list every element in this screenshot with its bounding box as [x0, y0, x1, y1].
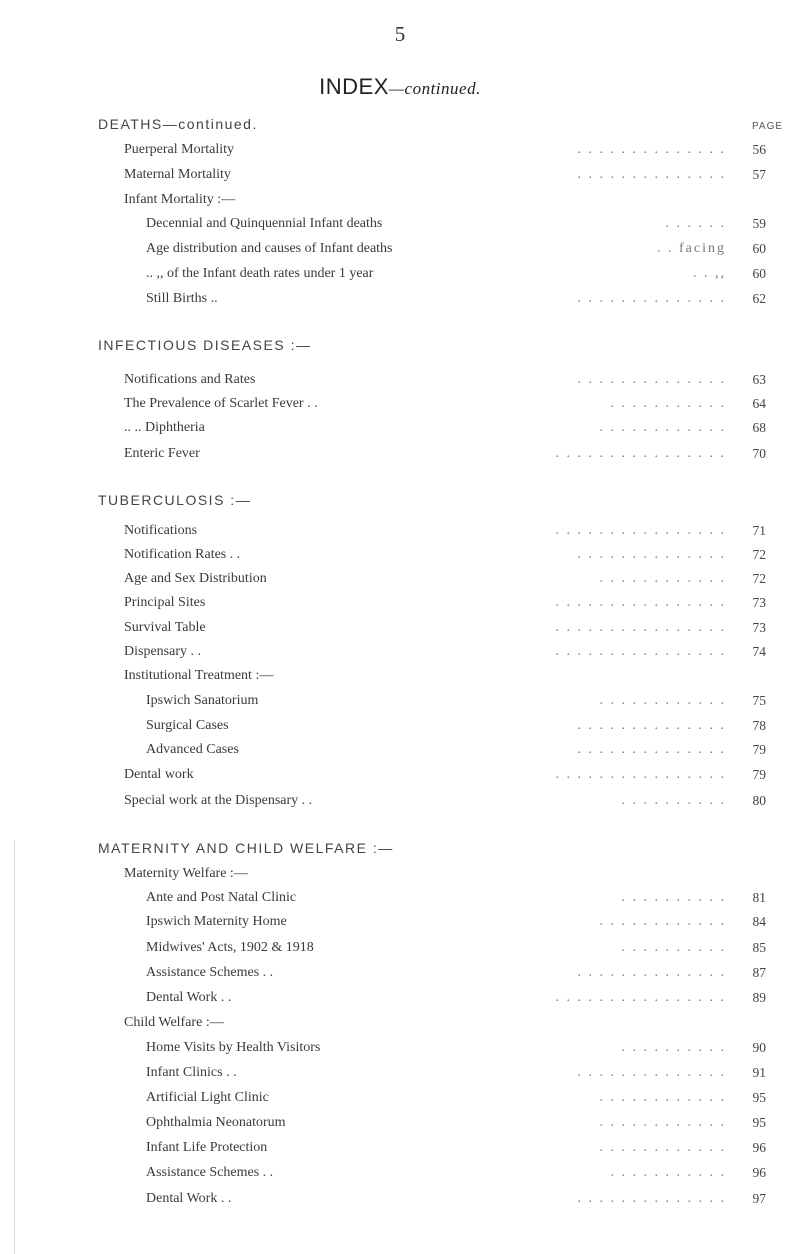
- entry-label: Age distribution and causes of Infant deaths: [146, 241, 393, 256]
- index-section-heading: [0, 492, 800, 516]
- entry-page-number: 89: [752, 990, 766, 1005]
- index-entry: [0, 396, 800, 420]
- entry-label: Midwives' Acts, 1902 & 1918: [146, 940, 314, 955]
- index-entry: [0, 990, 800, 1014]
- index-entry: [0, 668, 800, 692]
- index-entry: [0, 167, 800, 191]
- leader-dots: . . . . . . . . . . . . . . . .: [555, 523, 726, 538]
- entry-label: Surgical Cases: [146, 718, 229, 733]
- entry-page-number: 75: [752, 693, 766, 708]
- entry-page-number: 64: [752, 396, 766, 411]
- section-heading-text: MATERNITY AND CHILD WELFARE :—: [98, 840, 394, 856]
- index-entry: [0, 1115, 800, 1139]
- page-column-label: PAGE: [752, 121, 784, 132]
- index-entry: [0, 793, 800, 817]
- leader-dots: . . . . . . . . . .: [621, 1040, 726, 1055]
- index-entry: [0, 266, 800, 290]
- entry-label: Notification Rates . .: [124, 547, 241, 562]
- index-entry: [0, 965, 800, 989]
- entry-page-number: 56: [752, 142, 766, 157]
- entry-label: Principal Sites: [124, 595, 206, 610]
- entry-page-number: 73: [752, 595, 766, 610]
- entry-page-number: 80: [752, 793, 766, 808]
- index-entry: [0, 1090, 800, 1114]
- entry-label: Still Births ..: [146, 291, 218, 306]
- entry-page-number: 71: [752, 523, 766, 538]
- index-entry: [0, 767, 800, 791]
- entry-label: The Prevalence of Scarlet Fever . .: [124, 396, 318, 411]
- entry-page-number: 59: [752, 216, 766, 231]
- index-entry: [0, 192, 800, 216]
- leader-dots: . . ,,: [693, 266, 726, 281]
- entry-label: Infant Clinics . .: [146, 1065, 237, 1080]
- index-entry: [0, 241, 800, 265]
- entry-label: Assistance Schemes . .: [146, 965, 274, 980]
- entry-page-number: 60: [752, 241, 766, 256]
- index-entry: [0, 420, 800, 444]
- entry-label: Infant Mortality :—: [124, 192, 236, 207]
- entry-label: .. ,, of the Infant death rates under 1 year: [146, 266, 374, 281]
- leader-dots: . . . . . . . . . . . . . .: [577, 291, 726, 306]
- index-entry: [0, 1040, 800, 1064]
- index-entry: [0, 866, 800, 890]
- entry-label: .. .. Diphtheria: [124, 420, 205, 435]
- entry-label: Decennial and Quinquennial Infant deaths: [146, 216, 383, 231]
- entry-page-number: 74: [752, 644, 766, 659]
- index-entry: [0, 446, 800, 470]
- entry-page-number: 79: [752, 742, 766, 757]
- entry-label: Special work at the Dispensary . .: [124, 793, 313, 808]
- entry-page-number: 68: [752, 420, 766, 435]
- leader-dots: . . . . . . . . . . . . . . . .: [555, 767, 726, 782]
- leader-dots: . . . . . . . . . . . . . .: [577, 1065, 726, 1080]
- leader-dots: . . . . . . . . . . . . . .: [577, 742, 726, 757]
- index-entry: [0, 216, 800, 240]
- index-entry: [0, 1191, 800, 1215]
- leader-dots: . . facing: [657, 241, 726, 256]
- entry-page-number: 96: [752, 1165, 766, 1180]
- leader-dots: . . . . . .: [665, 216, 726, 231]
- index-entry: [0, 1165, 800, 1189]
- entry-page-number: 62: [752, 291, 766, 306]
- leader-dots: . . . . . . . . . . . .: [599, 693, 726, 708]
- entry-label: Enteric Fever: [124, 446, 200, 461]
- entry-label: Advanced Cases: [146, 742, 239, 757]
- entry-label: Dental Work . .: [146, 1191, 232, 1206]
- entry-label: Dental work: [124, 767, 194, 782]
- index-entry: [0, 718, 800, 742]
- entry-label: Assistance Schemes . .: [146, 1165, 274, 1180]
- leader-dots: . . . . . . . . . . . .: [599, 571, 726, 586]
- leader-dots: . . . . . . . . . . . . . . . .: [555, 644, 726, 659]
- index-entry: [0, 372, 800, 396]
- leader-dots: . . . . . . . . . . . .: [599, 914, 726, 929]
- entry-page-number: 81: [752, 890, 766, 905]
- leader-dots: . . . . . . . . . .: [621, 890, 726, 905]
- leader-dots: . . . . . . . . . . . . . .: [577, 1191, 726, 1206]
- index-section-heading: [0, 840, 800, 864]
- index-entry: [0, 595, 800, 619]
- index-entry: [0, 142, 800, 166]
- entry-label: Dispensary . .: [124, 644, 201, 659]
- index-title-continued: —continued.: [388, 79, 481, 98]
- entry-label: Dental Work . .: [146, 990, 232, 1005]
- entry-page-number: 60: [752, 266, 766, 281]
- entry-label: Institutional Treatment :—: [124, 668, 274, 683]
- index-title: [0, 74, 800, 100]
- entry-label: Notifications and Rates: [124, 372, 256, 387]
- section-heading-text: INFECTIOUS DISEASES :—: [98, 337, 312, 353]
- leader-dots: . . . . . . . . . . . . . . . .: [555, 620, 726, 635]
- entry-page-number: 70: [752, 446, 766, 461]
- leader-dots: . . . . . . . . . . . . . .: [577, 372, 726, 387]
- leader-dots: . . . . . . . . . . . .: [599, 420, 726, 435]
- entry-label: Ipswich Sanatorium: [146, 693, 259, 708]
- page-edge-shadow: [14, 840, 15, 1254]
- leader-dots: . . . . . . . . . . .: [610, 396, 726, 411]
- index-entry: [0, 571, 800, 595]
- index-section-heading: [0, 337, 800, 361]
- entry-label: Ophthalmia Neonatorum: [146, 1115, 286, 1130]
- leader-dots: . . . . . . . . . .: [621, 793, 726, 808]
- entry-label: Maternal Mortality: [124, 167, 231, 182]
- index-entry: [0, 1015, 800, 1039]
- entry-page-number: 72: [752, 571, 766, 586]
- entry-label: Maternity Welfare :—: [124, 866, 248, 881]
- index-entry: [0, 890, 800, 914]
- leader-dots: . . . . . . . . . . . .: [599, 1115, 726, 1130]
- leader-dots: . . . . . . . . . . . . . . . .: [555, 990, 726, 1005]
- section-heading-text: TUBERCULOSIS :—: [98, 492, 252, 508]
- entry-label: Puerperal Mortality: [124, 142, 235, 157]
- index-entry: [0, 620, 800, 644]
- index-entry: [0, 1065, 800, 1089]
- section-heading-text: DEATHS—continued.: [98, 116, 258, 132]
- entry-label: Artificial Light Clinic: [146, 1090, 269, 1105]
- leader-dots: . . . . . . . . . . . . . .: [577, 547, 726, 562]
- entry-label: Ipswich Maternity Home: [146, 914, 287, 929]
- entry-page-number: 79: [752, 767, 766, 782]
- leader-dots: . . . . . . . . . . . .: [599, 1090, 726, 1105]
- leader-dots: . . . . . . . . . . . . . . . .: [555, 595, 726, 610]
- index-section-heading: [0, 116, 800, 140]
- entry-page-number: 84: [752, 914, 766, 929]
- entry-page-number: 73: [752, 620, 766, 635]
- entry-label: Home Visits by Health Visitors: [146, 1040, 321, 1055]
- entry-label: Notifications: [124, 523, 198, 538]
- entry-page-number: 87: [752, 965, 766, 980]
- leader-dots: . . . . . . . . . . . . . .: [577, 167, 726, 182]
- index-entry: [0, 940, 800, 964]
- leader-dots: . . . . . . . . . . . . . .: [577, 965, 726, 980]
- entry-label: Infant Life Protection: [146, 1140, 268, 1155]
- leader-dots: . . . . . . . . . . . . . .: [577, 718, 726, 733]
- leader-dots: . . . . . . . . . . . . . . . .: [555, 446, 726, 461]
- leader-dots: . . . . . . . . . . . .: [599, 1140, 726, 1155]
- index-entry: [0, 742, 800, 766]
- leader-dots: . . . . . . . . . . .: [610, 1165, 726, 1180]
- index-entry: [0, 523, 800, 547]
- entry-label: Age and Sex Distribution: [124, 571, 267, 586]
- index-entry: [0, 644, 800, 668]
- entry-page-number: 85: [752, 940, 766, 955]
- entry-label: Survival Table: [124, 620, 206, 635]
- entry-label: Ante and Post Natal Clinic: [146, 890, 297, 905]
- entry-page-number: 72: [752, 547, 766, 562]
- entry-page-number: 91: [752, 1065, 766, 1080]
- index-title-main: INDEX: [319, 74, 389, 99]
- entry-page-number: 78: [752, 718, 766, 733]
- page-number: 5: [394, 22, 406, 46]
- index-entry: [0, 291, 800, 315]
- entry-page-number: 95: [752, 1090, 766, 1105]
- entry-page-number: 90: [752, 1040, 766, 1055]
- leader-dots: . . . . . . . . . .: [621, 940, 726, 955]
- entry-page-number: 95: [752, 1115, 766, 1130]
- entry-page-number: 63: [752, 372, 766, 387]
- index-entry: [0, 914, 800, 938]
- entry-page-number: 96: [752, 1140, 766, 1155]
- leader-dots: . . . . . . . . . . . . . .: [577, 142, 726, 157]
- index-entry: [0, 693, 800, 717]
- entry-page-number: 57: [752, 167, 766, 182]
- index-entry: [0, 1140, 800, 1164]
- index-entry: [0, 547, 800, 571]
- entry-page-number: 97: [752, 1191, 766, 1206]
- entry-label: Child Welfare :—: [124, 1015, 224, 1030]
